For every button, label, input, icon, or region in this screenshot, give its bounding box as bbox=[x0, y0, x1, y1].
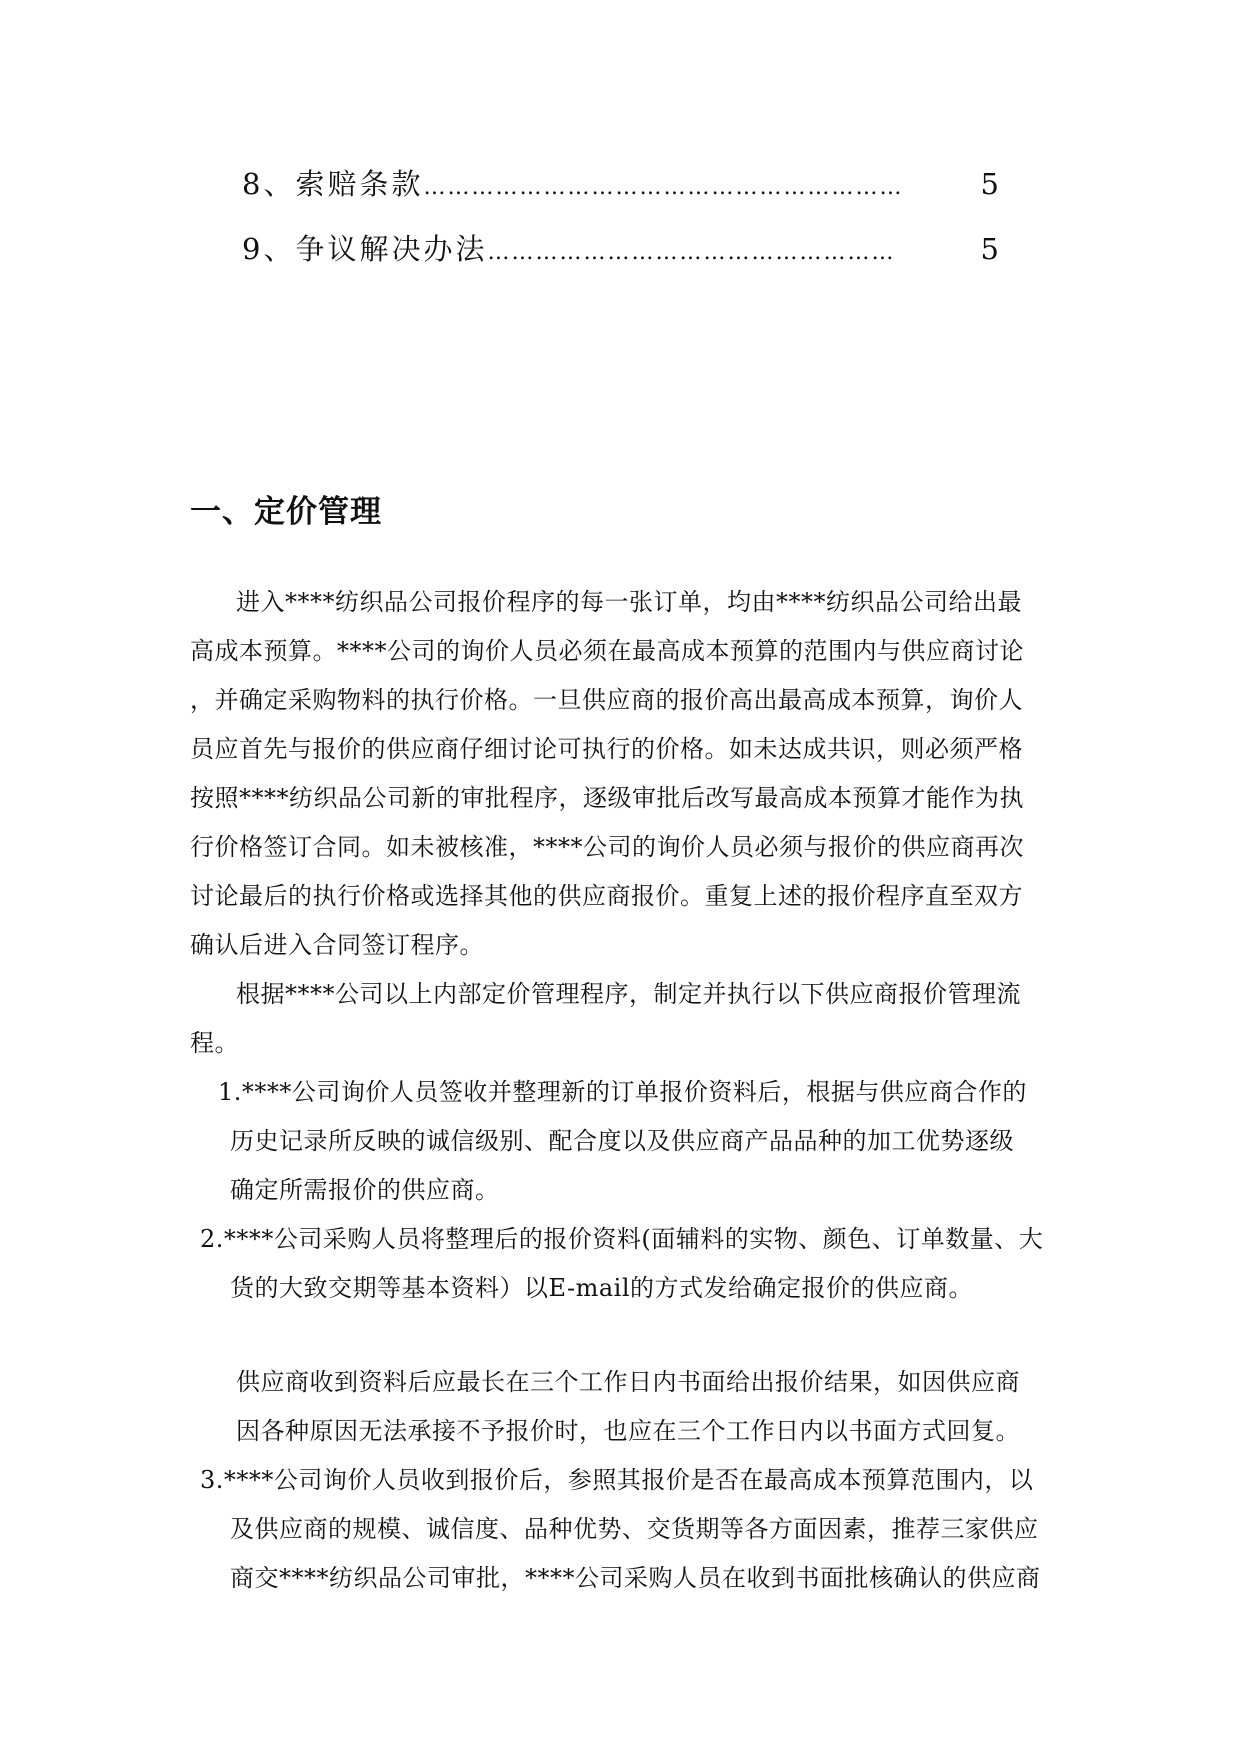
list-item-3: 3.****公司询价人员收到报价后，参照其报价是否在最高成本预算范围内，以 bbox=[200, 1466, 1034, 1494]
body-line: 供应商收到资料后应最长在三个工作日内书面给出报价结果，如因供应商 bbox=[236, 1368, 1020, 1396]
toc-entry-8 bbox=[242, 162, 1002, 203]
toc-entry-9 bbox=[242, 227, 1002, 268]
body-line: 及供应商的规模、诚信度、品种优势、交货期等各方面因素，推荐三家供应 bbox=[230, 1515, 1039, 1543]
body-line: 进入****纺织品公司报价程序的每一张订单，均由****纺织品公司给出最 bbox=[236, 588, 1022, 616]
list-item-2: 2.****公司采购人员将整理后的报价资料(面辅料的实物、颜色、订单数量、大 bbox=[200, 1225, 1044, 1253]
toc-leader-dots: …………………………………………… bbox=[487, 240, 896, 265]
body-line: 历史记录所反映的诚信级别、配合度以及供应商产品品种的加工优势逐级 bbox=[230, 1127, 1014, 1155]
body-line: 按照****纺织品公司新的审批程序，逐级审批后改写最高成本预算才能作为执 bbox=[190, 784, 1024, 812]
list-item-1: 1.****公司询价人员签收并整理新的订单报价资料后，根据与供应商合作的 bbox=[218, 1078, 1027, 1106]
body-line: 程。 bbox=[190, 1029, 239, 1057]
body-line: 确定所需报价的供应商。 bbox=[230, 1176, 500, 1204]
body-line: 员应首先与报价的供应商仔细讨论可执行的价格。如未达成共识，则必须严格 bbox=[190, 735, 1023, 763]
body-line: 商交****纺织品公司审批，****公司采购人员在收到书面批核确认的供应商 bbox=[230, 1564, 1041, 1592]
toc-leader-dots: …………………………………………………… bbox=[423, 175, 904, 200]
toc-page-number: 5 bbox=[980, 232, 1002, 266]
toc-page-number: 5 bbox=[980, 167, 1002, 201]
body-line: 货的大致交期等基本资料）以E-mail的方式发给确定报价的供应商。 bbox=[230, 1274, 973, 1302]
body-line: 行价格签订合同。如未被核准，****公司的询价人员必须与报价的供应商再次 bbox=[190, 833, 1024, 861]
body-line: 因各种原因无法承接不予报价时，也应在三个工作日内以书面方式回复。 bbox=[236, 1417, 1020, 1445]
body-line: 根据****公司以上内部定价管理程序，制定并执行以下供应商报价管理流 bbox=[236, 980, 1021, 1008]
body-line: 讨论最后的执行价格或选择其他的供应商报价。重复上述的报价程序直至双方 bbox=[190, 882, 1023, 910]
body-line: 确认后进入合同签订程序。 bbox=[190, 931, 484, 959]
toc-entry-label: 9、争议解决办法 bbox=[242, 232, 488, 266]
toc-entry-label: 8、索赔条款 bbox=[242, 167, 424, 201]
body-line: 高成本预算。****公司的询价人员必须在最高成本预算的范围内与供应商讨论 bbox=[190, 637, 1024, 665]
body-line: ，并确定采购物料的执行价格。一旦供应商的报价高出最高成本预算，询价人 bbox=[190, 686, 1023, 714]
section-heading: 一、定价管理 bbox=[190, 494, 382, 530]
